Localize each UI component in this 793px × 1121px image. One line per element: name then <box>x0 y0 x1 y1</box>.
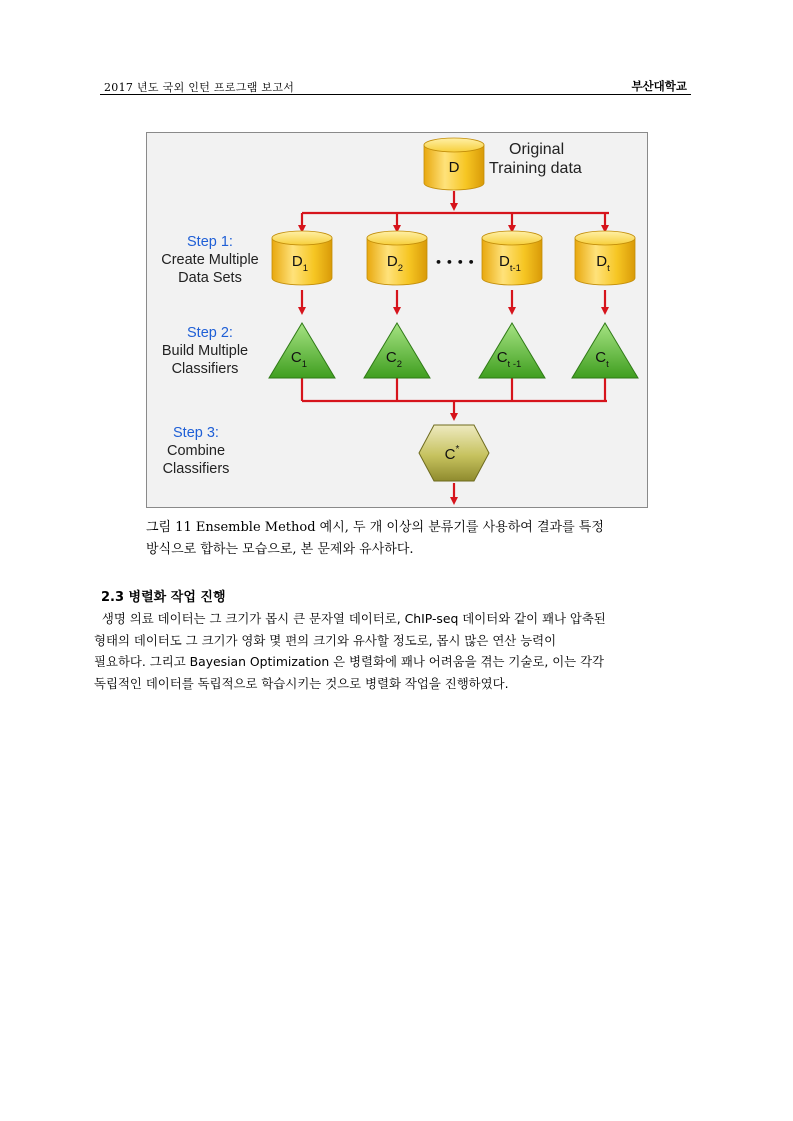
classifier-label-1: C <box>290 349 302 366</box>
classifier-label-2: C <box>385 349 397 366</box>
combined-label: C <box>444 446 456 463</box>
dataset-cylinder-3 <box>482 231 542 285</box>
body-line-4: 독립적인 데이터를 독립적으로 학습시키는 것으로 병렬화 작업을 진행하였다. <box>94 675 509 691</box>
step3-title: Step 3: <box>173 425 219 441</box>
classifier-triangle-2 <box>364 323 430 378</box>
dataset-label-sub-1: 1 <box>302 263 309 274</box>
dataset-label-1: D <box>291 253 303 270</box>
classifier-triangle-4 <box>572 323 638 378</box>
body-line-1: 생명 의료 데이터는 그 크기가 몹시 큰 문자열 데이터로, ChIP-seq 데이터와 같이 꽤나 압축된 <box>94 611 606 626</box>
dataset-cylinder-1 <box>272 231 332 285</box>
step1-title: Step 1: <box>187 234 233 250</box>
classifier-triangles <box>269 323 638 378</box>
source-dataset-label: D <box>448 159 460 176</box>
classifier-label-3: C <box>496 349 508 366</box>
figure-caption <box>146 517 656 561</box>
original-label-line1: Original <box>509 141 565 158</box>
dataset-label-3: D <box>499 253 510 270</box>
dataset-label-sub-4: t <box>607 263 610 274</box>
dataset-label-sub-2: 2 <box>397 263 404 274</box>
classifier-triangle-1 <box>269 323 335 378</box>
classifier-triangle-3 <box>479 323 545 378</box>
body-line-2: 형태의 데이터도 그 크기가 영화 몇 편의 크기와 유사할 정도로, 몹시 많은 연산 능력이 <box>94 632 557 648</box>
classifier-label-sub-4: t <box>606 359 609 370</box>
original-label-line2: Training data <box>489 160 582 177</box>
classifier-label-sub-2: 2 <box>396 359 403 370</box>
step3-line1: Combine <box>166 443 226 459</box>
combined-classifier-hexagon <box>419 425 489 481</box>
step1-line2: Data Sets <box>178 270 242 286</box>
dataset-cylinder-4 <box>575 231 635 285</box>
step2-title: Step 2: <box>187 325 233 341</box>
caption-line2: 방식으로 합하는 모습으로, 본 문제와 유사하다. <box>146 542 414 557</box>
step3-line2: Classifiers <box>162 461 230 477</box>
dataset-label-sub-3: t-1 <box>509 263 521 274</box>
ensemble-figure <box>146 132 648 508</box>
step-labels <box>161 234 259 477</box>
dataset-cylinder-2 <box>367 231 427 285</box>
header-report-title: 2017 년도 국외 인턴 프로그램 보고서 <box>104 81 295 94</box>
original-label <box>489 141 582 177</box>
header-university: 부산대학교 <box>631 79 687 93</box>
section-body <box>94 608 704 694</box>
caption-line1: 그림 11 Ensemble Method 예시, 두 개 이상의 분류기를 사용하여 결과를 특정 <box>146 520 604 535</box>
classifier-label-sub-3: t -1 <box>507 359 522 370</box>
step2-line2: Classifiers <box>171 361 239 377</box>
source-dataset-cylinder <box>424 138 484 190</box>
section-heading: 2.3 병렬화 작업 진행 <box>101 590 226 605</box>
dataset-label-4: D <box>596 253 608 270</box>
ellipsis-dots: • • • • <box>435 256 475 269</box>
dataset-label-2: D <box>386 253 398 270</box>
step1-line1: Create Multiple <box>161 252 259 268</box>
step2-line1: Build Multiple <box>161 343 249 359</box>
page-header <box>100 78 691 95</box>
body-line-3: 필요하다. 그리고 Bayesian Optimization 은 병렬화에 꽤나 어려움을 겪는 기술로, 이는 각각 <box>94 654 605 669</box>
classifier-label-sub-1: 1 <box>301 359 308 370</box>
combined-label-sup: * <box>455 444 460 455</box>
classifier-label-4: C <box>595 349 607 366</box>
